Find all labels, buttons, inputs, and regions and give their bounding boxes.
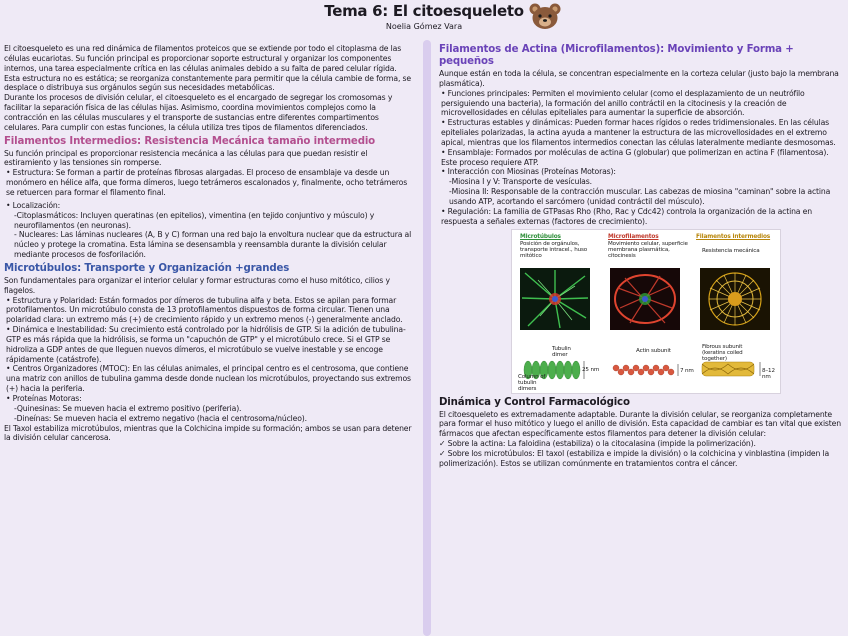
label-tubulin-dimer: Tubulin dimer: [552, 345, 571, 358]
actina-summary: Aunque están en toda la célula, se concentran especialmente en la corteza celular (justo bajo la membrana plasmática).: [439, 69, 839, 88]
actina-miosina-1: -Miosina I y V: Transporte de vesículas.: [449, 177, 592, 187]
figure-title-intermedios: Filamentos intermedios: [696, 233, 771, 240]
microtubulos-proteinas: • Proteínas Motoras:: [6, 394, 82, 403]
actina-funciones: • Funciones principales: Permiten el movimiento celular (como el desplazamiento de un neutrófilo persiguiendo una bacteria), la formación del anillo contráctil en la citocinesis y la creación de microvellosidades en células epiteliales para aumentar la superficie de absorción.: [441, 88, 805, 118]
actina-regulacion: • Regulación: La familia de GTPasas Rho (Rho, Rac y Cdc42) controla la organización de la actina en respuesta a señales externas (factores de crecimiento).: [441, 206, 812, 226]
label-25nm: 25 nm: [582, 366, 600, 373]
label-8-12nm: 8–12 nm: [762, 367, 775, 380]
figure-title-microtubulos: Microtúbulos: [520, 233, 561, 240]
intro-paragraph-2: Durante los procesos de división celular, el citoesqueleto es el encargado de segregar los cromosomas y facilitar la separación física de las células hijas. Asimismo, coordina movimientos complejos como la contracción en las células musculares y el transporte de sustancias entre diferentes compartimentos celulares. Para cumplir con estas funciones, la célula utiliza tres tipos de filamentos diferenciados.: [4, 93, 393, 132]
microtubulos-taxol: El Taxol estabiliza microtúbulos, mientras que la Colchicina impide su formación; ambos se usan para detener la división celular cancerosa.: [4, 423, 412, 443]
figure-caption-microfilamentos: Movimiento celular, superficie membrana plasmática, citocinesis: [608, 240, 688, 260]
actina-ensamblaje: • Ensamblaje: Formados por moléculas de actina G (globular) que polimerizan en actina F (filamentosa). Este proceso requiere ATP.: [441, 147, 829, 167]
figure-title-microfilamentos: Microfilamentos: [608, 233, 659, 240]
figure-caption-microtubulos: Posición de orgánulos, transporte intracel., huso mitótico: [520, 240, 588, 260]
right-column: [439, 44, 842, 636]
page-title: Tema 6: El citoesqueleto: [324, 2, 524, 20]
header: [0, 2, 848, 32]
microtubulos-quinesinas: -Quinesinas: Se mueven hacia el extremo positivo (periferia).: [14, 403, 242, 413]
microtubulos-mtoc: • Centros Organizadores (MTOC): En las células animales, el principal centro es el centrosoma, que contiene una matriz con anillos de tubulina gamma desde donde nuclean los microtúbulos, proyectando sus extremos (+) hacia la periferia.: [6, 364, 411, 394]
left-column: [4, 44, 414, 636]
cytoskeleton-figure: [511, 229, 781, 394]
intro-paragraph-1: El citoesqueleto es una red dinámica de filamentos proteicos que se extiende por todo el citoplasma de las células eucariotas. Su función principal es proporcionar soporte estructural y organizar los componentes internos, una tarea especialmente crítica en las células animales debido a su falta de pared celular rígida. Esta estructura no es estática; se reorganiza constantemente para permitir que la célula cambie de forma, se desplace o distribuya sus orgánulos según sus necesidades metabólicas.: [4, 44, 411, 93]
column-divider: [423, 40, 431, 636]
intermedios-heading: Filamentos Intermedios: Resistencia Mecánica tamaño intermedio: [4, 135, 376, 147]
microtubulos-heading: Microtúbulos: Transporte y Organización +grandes: [4, 262, 290, 274]
microtubulos-dineinas: -Dineínas: Se mueven hacia el extremo negativo (hacia el centrosoma/núcleo).: [14, 413, 307, 423]
intermedios-nucleares: - Nucleares: Las láminas nucleares (A, B y C) forman una red bajo la envoltura nuclear que da estructura al núcleo y protege la cromatina. Esta lámina se desensambla y reensambla durante la división celular mediante procesos de fosforilación.: [14, 230, 412, 260]
micrograph-microfilamentos: [610, 268, 680, 330]
microtubulos-dinamica: • Dinámica e Inestabilidad: Su crecimiento está controlado por la hidrólisis de GTP. Si la adición de tubulina-GTP es más rápida que la hidrólisis, se forma un "capuchón de GTP" y el microtúbulo crece. Si el GTP se hidroliza a GDP antes de que lleguen nuevos dímeros, el microtúbulo se vuelve inestable y se encoge rápidamente (catástrofe).: [6, 325, 406, 364]
micrograph-microtubulos: [520, 268, 590, 330]
intermedios-localizacion: • Localización:: [6, 200, 61, 210]
author-name: Noelia Gómez Vara: [385, 22, 463, 31]
intermedios-citoplasmaticos: -Citoplasmáticos: Incluyen queratinas (en epitelios), vimentina (en tejido conjuntivo y músculo) y neurofilamentos (en neuronas).: [14, 210, 375, 230]
label-fibrous-subunit: Fibrous subunit (keratins coiled together): [702, 343, 743, 363]
actina-interaccion: • Interacción con Miosinas (Proteínas Motoras):: [441, 167, 616, 177]
label-actin-subunit: Actin subunit: [636, 347, 671, 354]
bear-face-icon: [528, 1, 562, 31]
micrograph-intermedios: [700, 268, 770, 330]
actina-estructuras: • Estructuras estables y dinámicas: Pueden formar haces rígidos o redes tridimensionales. En las células epiteliales polarizadas, la actina ayuda a mantener la estructura de las microvellosidades en el extremo apical, mientras que los filamentos intermedios conectan las células lateralmente mediante desmosomas.: [441, 118, 836, 147]
label-7nm: 7 nm: [680, 367, 694, 374]
dinamica-microtubulos: ✓ Sobre los microtúbulos: El taxol (estabiliza e impide la división) o la colchicina y vinblastina (impiden la polimerización). Estos se utilizan comúnmente en tratamientos contra el cáncer.: [439, 448, 830, 468]
actina-miosina-2: -Miosina II: Responsable de la contracción muscular. Las cabezas de miosina "caminan" sobre la actina usando ATP, acortando el sarcómero (unidad contráctil del músculo).: [449, 187, 831, 206]
figure-caption-intermedios: Resistencia mecánica: [702, 247, 760, 254]
microtubulos-estructura: • Estructura y Polaridad: Están formados por dímeros de tubulina alfa y beta. Estos se apilan para formar protofilamentos. Un microtúbulo consta de 13 protofilamentos dispuestos de forma circular. Tienen una polaridad clara: un extremo más (+) de crecimiento rápido y un extremo menos (-) generalmente anclado.: [6, 295, 403, 325]
intermedios-estructura: • Estructura: Se forman a partir de proteínas fibrosas alargadas. El proceso de ensamblaje va desde un monómero en hélice alfa, que forma dímeros, luego tetrámeros escalonados y, finalmente, ocho tetrámeros se retuercen para formar el filamento final.: [6, 168, 408, 197]
dinamica-summary: El citoesqueleto es extremadamente adaptable. Durante la división celular, se reorganiza completamente para formar el huso mitótico y luego el anillo de división. Esta capacidad de cambiar es tan vital que existen fármacos que afectan específicamente estos filamentos para detener la división celular:: [439, 409, 841, 439]
intermedios-summary: Su función principal es proporcionar resistencia mecánica a las células para que puedan resistir el estiramiento y las tensiones sin romperse.: [4, 148, 368, 168]
dinamica-actina: ✓ Sobre la actina: La faloidina (estabiliza) o la citocalasina (impide la polimerización).: [439, 439, 756, 449]
label-column-dimers: Column of tubulin dimers: [518, 373, 546, 393]
actina-heading: Filamentos de Actina (Microfilamentos): Movimiento y Forma + pequeños: [439, 44, 794, 67]
microtubulos-summary: Son fundamentales para organizar el interior celular y formar estructuras como el huso mitótico, cilios y flagelos.: [4, 275, 390, 295]
dinamica-heading: Dinámica y Control Farmacológico: [439, 396, 630, 408]
